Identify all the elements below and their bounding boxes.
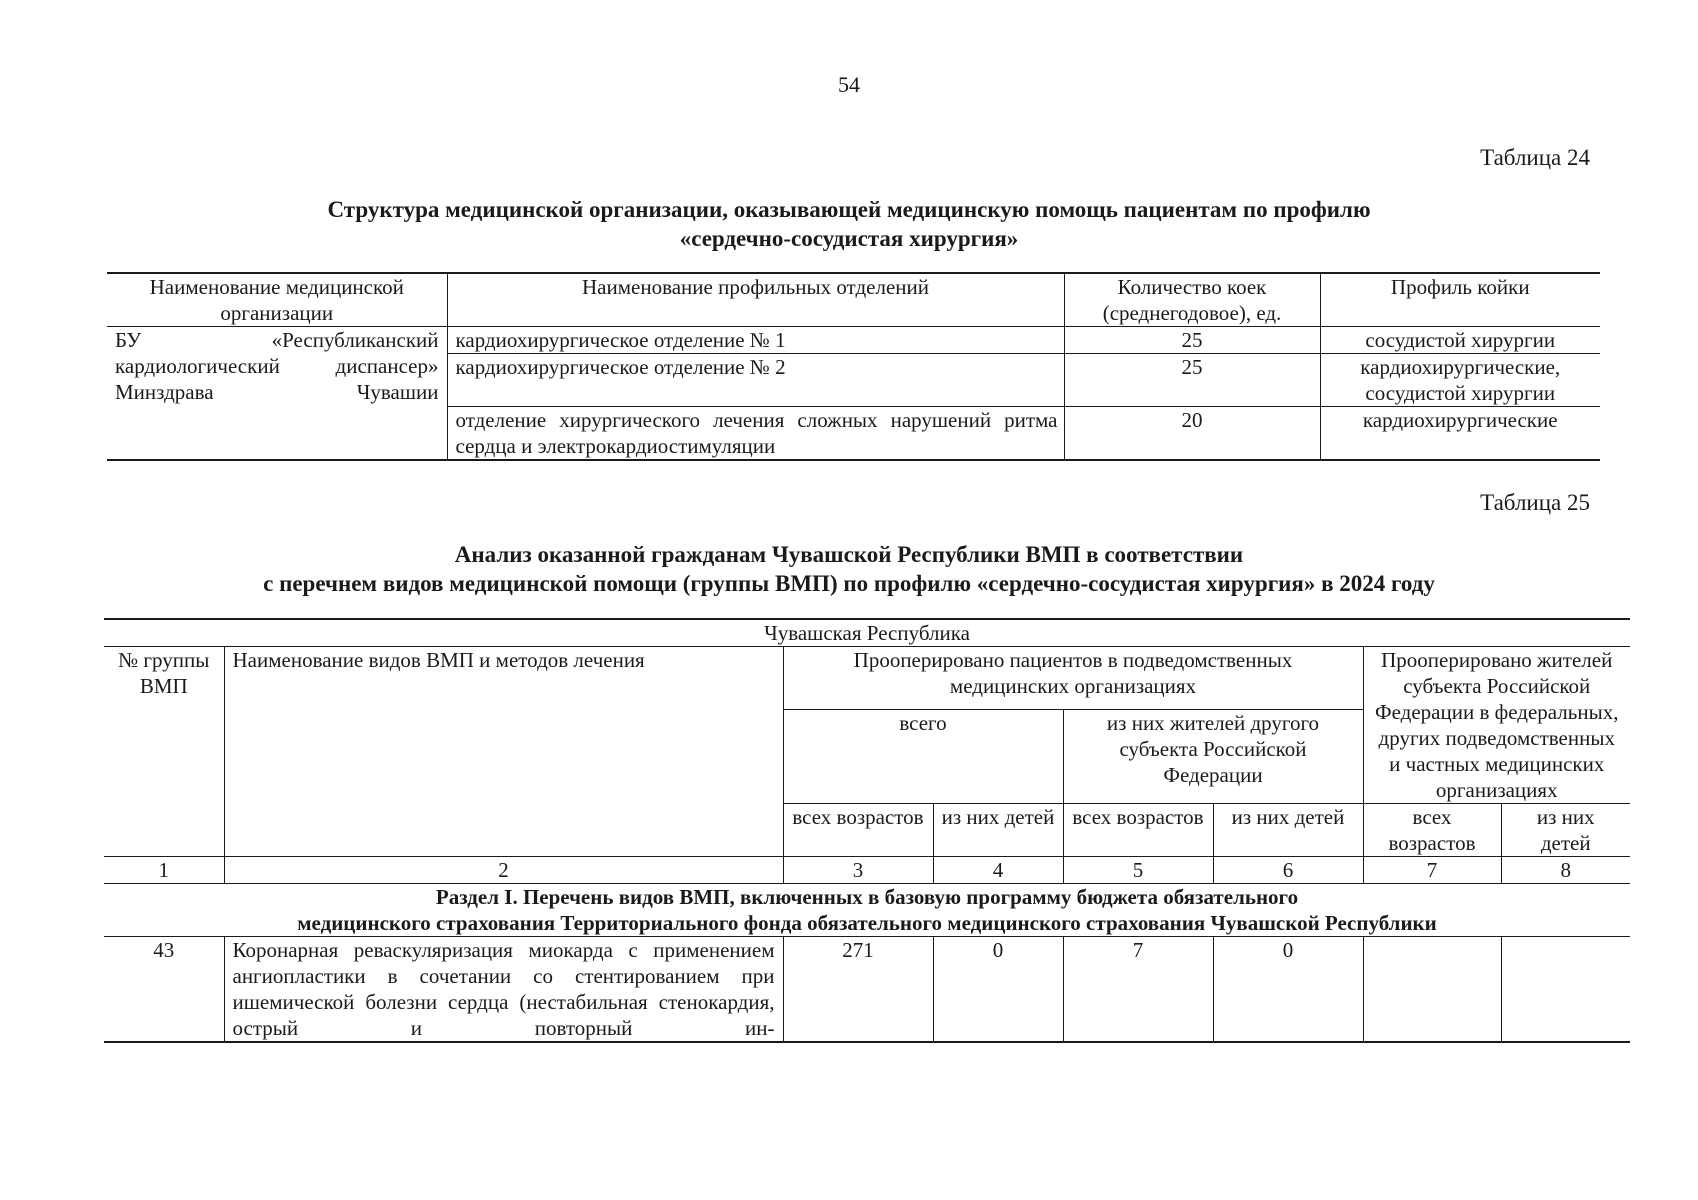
header-total: всего [783,710,1063,804]
table-25-title-line2: с перечнем видов медицинской помощи (группы ВМП) по профилю «сердечно-сосудистая хирургия» в 2024 году [263,571,1435,596]
header-children: из них детей [1501,804,1630,857]
header-profile: Профиль койки [1320,273,1600,327]
column-number: 5 [1063,857,1213,884]
header-operated-federal: Прооперировано жителей субъекта Российской Федерации в федеральных, других подведомственных и частных медицинских организациях [1363,647,1630,804]
beds-cell: 25 [1064,327,1320,354]
header-all-ages: всех возрастов [1063,804,1213,857]
value-cell: 0 [933,937,1063,1043]
section-title-line1: Раздел I. Перечень видов ВМП, включенных в базовую программу бюджета обязательного [435,885,1299,909]
value-cell: 271 [783,937,933,1043]
column-number: 3 [783,857,933,884]
section-title-line2: медицинского страхования Территориального фонда обязательного медицинского страхования Чувашской Республики [297,911,1437,935]
table-24 [107,272,1600,461]
org-name-cell: БУ «Республиканский кардиологический диспансер» Минздрава Чувашии [107,327,447,461]
header-children: из них детей [1213,804,1363,857]
header-dept: Наименование профильных отделений [447,273,1064,327]
value-cell: 0 [1213,937,1363,1043]
column-number: 2 [224,857,783,884]
header-all-ages: всех возрастов [1363,804,1501,857]
header-other-region: из них жителей другого субъекта Российской Федерации [1063,710,1363,804]
region-header: Чувашская Республика [104,619,1630,647]
group-number-cell: 43 [104,937,224,1043]
header-operated-subordinate: Прооперировано пациентов в подведомственных медицинских организациях [783,647,1363,710]
header-name: Наименование видов ВМП и методов лечения [224,647,783,857]
value-cell [1363,937,1501,1043]
value-cell: 7 [1063,937,1213,1043]
beds-cell: 20 [1064,407,1320,461]
profile-cell: сосудистой хирургии [1320,327,1600,354]
dept-cell: кардиохирургическое отделение № 1 [447,327,1064,354]
beds-cell: 25 [1064,354,1320,407]
table-25 [104,618,1630,1043]
profile-cell: кардиохирургические [1320,407,1600,461]
table-25-title [0,540,1698,598]
method-name-cell: Коронарная реваскуляризация миокарда с применением ангиопластики в сочетании со стентированием при ишемической болезни сердца (нестабильная стенокардия, острый и повторный ин- [224,937,783,1043]
table-25-label: Таблица 25 [1480,490,1590,515]
table-24-title-line1: Структура медицинской организации, оказывающей медицинскую помощь пациентам по профилю [327,197,1371,222]
column-number: 7 [1363,857,1501,884]
header-all-ages: всех возрастов [783,804,933,857]
header-children: из них детей [933,804,1063,857]
dept-cell: отделение хирургического лечения сложных нарушений ритма сердца и электрокардиостимуляции [447,407,1064,461]
table-24-title-line2: «сердечно-сосудистая хирургия» [679,226,1019,251]
section-title [104,884,1630,937]
page-number: 54 [838,72,860,97]
column-number: 1 [104,857,224,884]
column-number: 4 [933,857,1063,884]
header-group-no: № группы ВМП [104,647,224,857]
table-24-title [0,195,1698,253]
column-number: 8 [1501,857,1630,884]
value-cell [1501,937,1630,1043]
column-number: 6 [1213,857,1363,884]
table-25-title-line1: Анализ оказанной гражданам Чувашской Республики ВМП в соответствии [454,542,1244,567]
dept-cell: кардиохирургическое отделение № 2 [447,354,1064,407]
profile-cell: кардиохирургические, сосудистой хирургии [1320,354,1600,407]
header-beds: Количество коек (среднегодовое), ед. [1064,273,1320,327]
header-org: Наименование медицинской организации [107,273,447,327]
table-24-label: Таблица 24 [1480,145,1590,170]
